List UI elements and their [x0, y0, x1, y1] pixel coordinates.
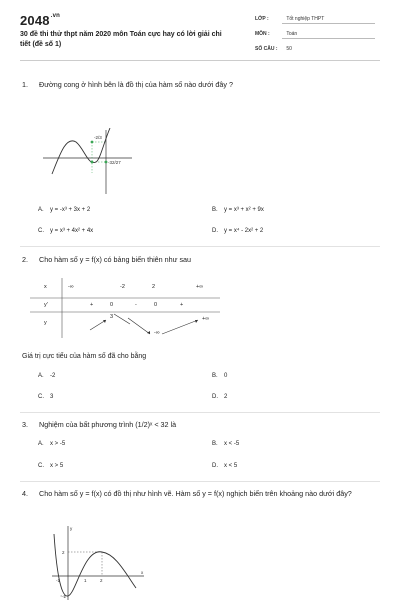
question-4 — [22, 489, 372, 499]
meta-key: MÔN : — [255, 31, 270, 37]
option-text: x < -5 — [224, 441, 240, 447]
option-b[interactable] — [212, 207, 264, 213]
option-text: 0 — [224, 373, 228, 379]
figure-label: -2/3 — [94, 135, 102, 140]
option-letter: D. — [212, 463, 218, 469]
question-text: Nghiệm của bất phương trình (1/2)ˣ < 32 là — [39, 420, 177, 429]
document-title: 30 đề thi thử thpt năm 2020 môn Toán cực hay có lời giải chi tiết (đề số 1) — [20, 31, 222, 48]
option-d[interactable] — [212, 463, 237, 469]
table-cell: +∞ — [196, 284, 204, 290]
question-2 — [22, 255, 382, 265]
question-4-graph — [48, 524, 148, 600]
option-letter: B. — [212, 373, 218, 379]
option-c[interactable] — [38, 463, 63, 469]
figure-label: y — [70, 526, 73, 531]
option-c[interactable] — [38, 394, 53, 400]
option-text: x > -5 — [50, 441, 66, 447]
option-a[interactable] — [38, 441, 65, 447]
option-a[interactable] — [38, 373, 55, 379]
question-text: Cho hàm số y = f(x) có đồ thị như hình vẽ. Hàm số y = f(x) nghịch biến trên khoảng nào dưới đây? — [39, 489, 352, 498]
site-logo[interactable] — [20, 13, 60, 28]
figure-label: -1 — [56, 578, 61, 583]
point — [105, 161, 108, 164]
question-separator — [20, 481, 380, 482]
table-cell: + — [90, 302, 94, 308]
logo-suffix: .vn — [50, 13, 61, 19]
table-cell: 0 — [110, 302, 114, 308]
table-cell: 0 — [154, 302, 158, 308]
option-letter: A. — [38, 373, 44, 379]
option-letter: C. — [38, 463, 44, 469]
option-letter: B. — [212, 207, 218, 213]
question-text: Đường cong ở hình bên là đồ thị của hàm số nào dưới đây ? — [39, 80, 233, 89]
option-letter: C. — [38, 228, 44, 234]
table-cell: - — [135, 302, 137, 308]
option-a[interactable] — [38, 207, 90, 213]
option-text: y = -x³ + 3x + 2 — [50, 207, 91, 213]
meta-question-count — [255, 46, 375, 52]
meta-key: SỐ CÂU : — [255, 46, 278, 52]
option-text: x < 5 — [224, 463, 238, 469]
figure-label: x — [141, 570, 144, 575]
table-cell: -∞ — [68, 284, 74, 290]
meta-value: Toán — [286, 31, 298, 37]
meta-underline — [282, 23, 375, 24]
table-label-y-prime: y' — [44, 302, 48, 308]
option-b[interactable] — [212, 441, 239, 447]
option-text: y = x⁴ - 2x² + 2 — [224, 228, 264, 234]
question-number: 2. — [22, 255, 28, 264]
meta-value: Tốt nghiệp THPT — [286, 16, 325, 22]
option-b[interactable] — [212, 373, 227, 379]
table-cell: 3 — [110, 314, 114, 320]
logo-text: 2048 — [20, 13, 50, 28]
question-text: Cho hàm số y = f(x) có bảng biến thiên như sau — [39, 255, 192, 264]
option-text: y = x³ + x² + 9x — [224, 207, 264, 213]
option-text: x > 5 — [50, 463, 64, 469]
variation-table-lines — [30, 278, 220, 338]
header-divider — [20, 60, 380, 61]
point — [91, 161, 94, 164]
option-letter: D. — [212, 228, 218, 234]
curve — [54, 534, 136, 596]
option-c[interactable] — [38, 228, 93, 234]
figure-label: -32/27 — [108, 160, 121, 165]
question-1 — [22, 80, 382, 90]
variation-table — [30, 278, 220, 336]
question-number: 3. — [22, 420, 28, 429]
point — [91, 141, 94, 144]
figure-label: 2 — [62, 550, 65, 555]
meta-underline — [282, 38, 375, 39]
figure-label: 2 — [100, 578, 103, 583]
option-d[interactable] — [212, 228, 263, 234]
option-text: 2 — [224, 394, 228, 400]
option-letter: A. — [38, 207, 44, 213]
question-number: 4. — [22, 489, 28, 498]
question-separator — [20, 412, 380, 413]
question-number: 1. — [22, 80, 28, 89]
meta-grade — [255, 16, 375, 22]
meta-value: 50 — [286, 46, 292, 52]
meta-subject — [255, 31, 375, 37]
option-letter: C. — [38, 394, 44, 400]
option-text: y = x³ + 4x² + 4x — [50, 228, 94, 234]
table-cell: + — [180, 302, 184, 308]
table-label-y: y — [44, 320, 47, 326]
table-label-x: x — [44, 284, 47, 290]
option-text: -2 — [50, 373, 56, 379]
table-cell: -∞ — [154, 330, 160, 336]
option-letter: A. — [38, 441, 44, 447]
question-separator — [20, 246, 380, 247]
option-text: 3 — [50, 394, 54, 400]
question-2-prompt: Giá trị cực tiểu của hàm số đã cho bằng — [22, 353, 147, 360]
meta-key: LỚP : — [255, 16, 269, 22]
question-3 — [22, 420, 382, 430]
figure-label: -2 — [62, 594, 67, 599]
table-cell: +∞ — [202, 316, 210, 322]
question-1-graph — [40, 128, 135, 196]
option-d[interactable] — [212, 394, 227, 400]
option-letter: B. — [212, 441, 218, 447]
table-cell: 2 — [152, 284, 156, 290]
figure-label: 1 — [84, 578, 87, 583]
table-cell: -2 — [120, 284, 125, 290]
option-letter: D. — [212, 394, 218, 400]
